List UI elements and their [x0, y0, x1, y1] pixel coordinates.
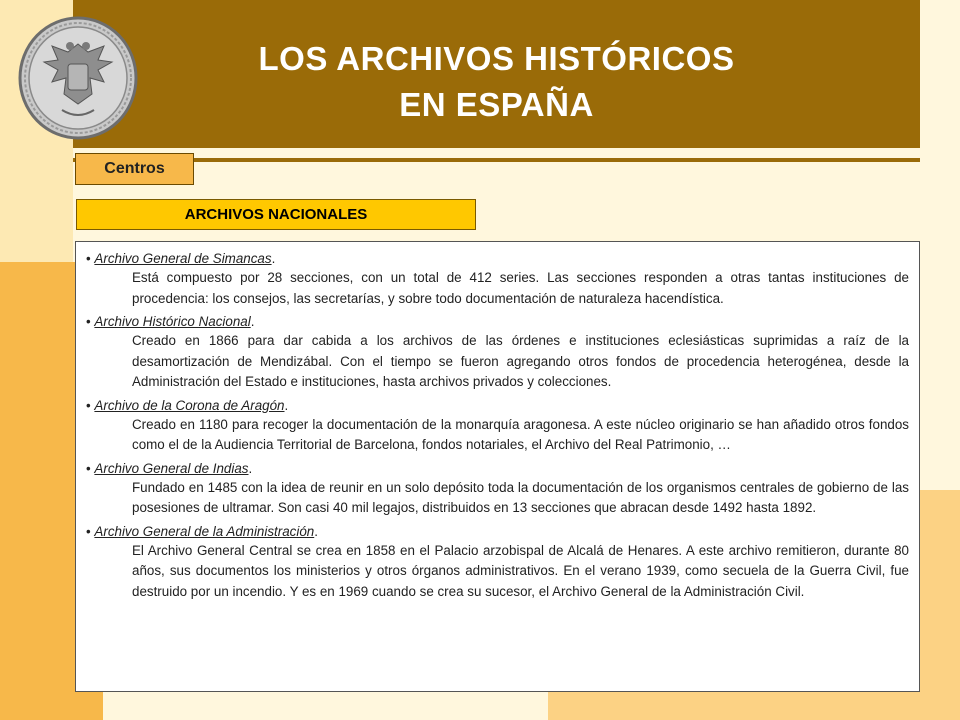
- page-title-line2: EN ESPAÑA: [399, 86, 594, 123]
- header-divider: [73, 158, 920, 162]
- page-title: [73, 36, 920, 128]
- archive-description: Fundado en 1485 con la idea de reunir en un solo depósito toda la documentación de los organismos centrales de gobierno de las posesiones de ultramar. Son casi 40 mil legajos, distribuidos en 13 secciones que abracan desde 1492 hasta 1892.: [132, 479, 909, 515]
- archive-description: Creado en 1180 para recoger la documentación de la monarquía aragonesa. A este núcleo originario se han añadido otros fondos como el de la Audiencia Territorial de Barcelona, fondos notariales, el Archivo del Real Patrimonio, …: [132, 416, 909, 452]
- archives-list: [75, 241, 920, 692]
- archive-link[interactable]: Archivo General de Simancas: [94, 251, 272, 266]
- coat-of-arms-seal-icon: [18, 16, 138, 140]
- list-item: • Archivo Histórico Nacional. Creado en 1866 para dar cabida a los archivos de las órdenes e instituciones eclesiásticas suprimidas a raíz de la desamortización de Mendizábal. Con el tiempo se fueron agregando otros fondos de procedencia heterogénea, desde la Administración del Estado e instituciones, hasta archivos privados y colecciones.: [86, 313, 909, 393]
- list-item: • Archivo General de Simancas. Está compuesto por 28 secciones, con un total de 412 series. Las secciones responden a otras tantas instituciones de procedencia: los consejos, las secretarías, y sobre todo documentación de naturaleza hacendística.: [86, 250, 909, 309]
- archive-link[interactable]: Archivo General de la Administración: [94, 523, 315, 539]
- archive-description: El Archivo General Central se crea en 1858 en el Palacio arzobispal de Alcalá de Henares. A este archivo remitieron, durante 80 años, sus documentos los ministerios y otros órganos administrativos. En el verano 1939, como secuela de la Guerra Civil, fue destruido por un incendio. Y es en 1969 cuando se crea su sucesor, el Archivo General de la Administración Civil.: [132, 542, 909, 599]
- list-item: • Archivo General de Indias. Fundado en 1485 con la idea de reunir en un solo depósito toda la documentación de los organismos centrales de gobierno de las posesiones de ultramar. Son casi 40 mil legajos, distribuidos en 13 secciones que abracan desde 1492 hasta 1892.: [86, 460, 909, 519]
- tab-centros[interactable]: Centros: [75, 153, 194, 185]
- archive-link[interactable]: Archivo de la Corona de Aragón: [94, 397, 285, 413]
- section-heading: ARCHIVOS NACIONALES: [76, 199, 476, 230]
- page-title-line1: LOS ARCHIVOS HISTÓRICOS: [258, 40, 735, 77]
- archive-description: Creado en 1866 para dar cabida a los archivos de las órdenes e instituciones eclesiásticas suprimidas a raíz de la desamortización de Mendizábal. Con el tiempo se fueron agregando otros fondos de procedencia heterogénea, desde la Administración del Estado e instituciones, hasta archivos privados y colecciones.: [132, 333, 909, 389]
- list-item: • Archivo de la Corona de Aragón. Creado en 1180 para recoger la documentación de la monarquía aragonesa. A este núcleo originario se han añadido otros fondos como el de la Audiencia Territorial de Barcelona, fondos notariales, el Archivo del Real Patrimonio, …: [86, 397, 909, 456]
- archive-link[interactable]: Archivo Histórico Nacional: [94, 314, 251, 329]
- list-item: • Archivo General de la Administración. El Archivo General Central se crea en 1858 en el Palacio arzobispal de Alcalá de Henares. A este archivo remitieron, durante 80 años, sus documentos los ministerios y otros órganos administrativos. En el verano 1939, como secuela de la Guerra Civil, fue destruido por un incendio. Y es en 1969 cuando se crea su sucesor, el Archivo General de la Administración Civil.: [86, 523, 909, 603]
- archive-link[interactable]: Archivo General de Indias: [94, 460, 249, 476]
- archive-description: Está compuesto por 28 secciones, con un total de 412 series. Las secciones responden a otras tantas instituciones de procedencia: los consejos, las secretarías, y sobre todo documentación de naturaleza hacendística.: [132, 270, 909, 306]
